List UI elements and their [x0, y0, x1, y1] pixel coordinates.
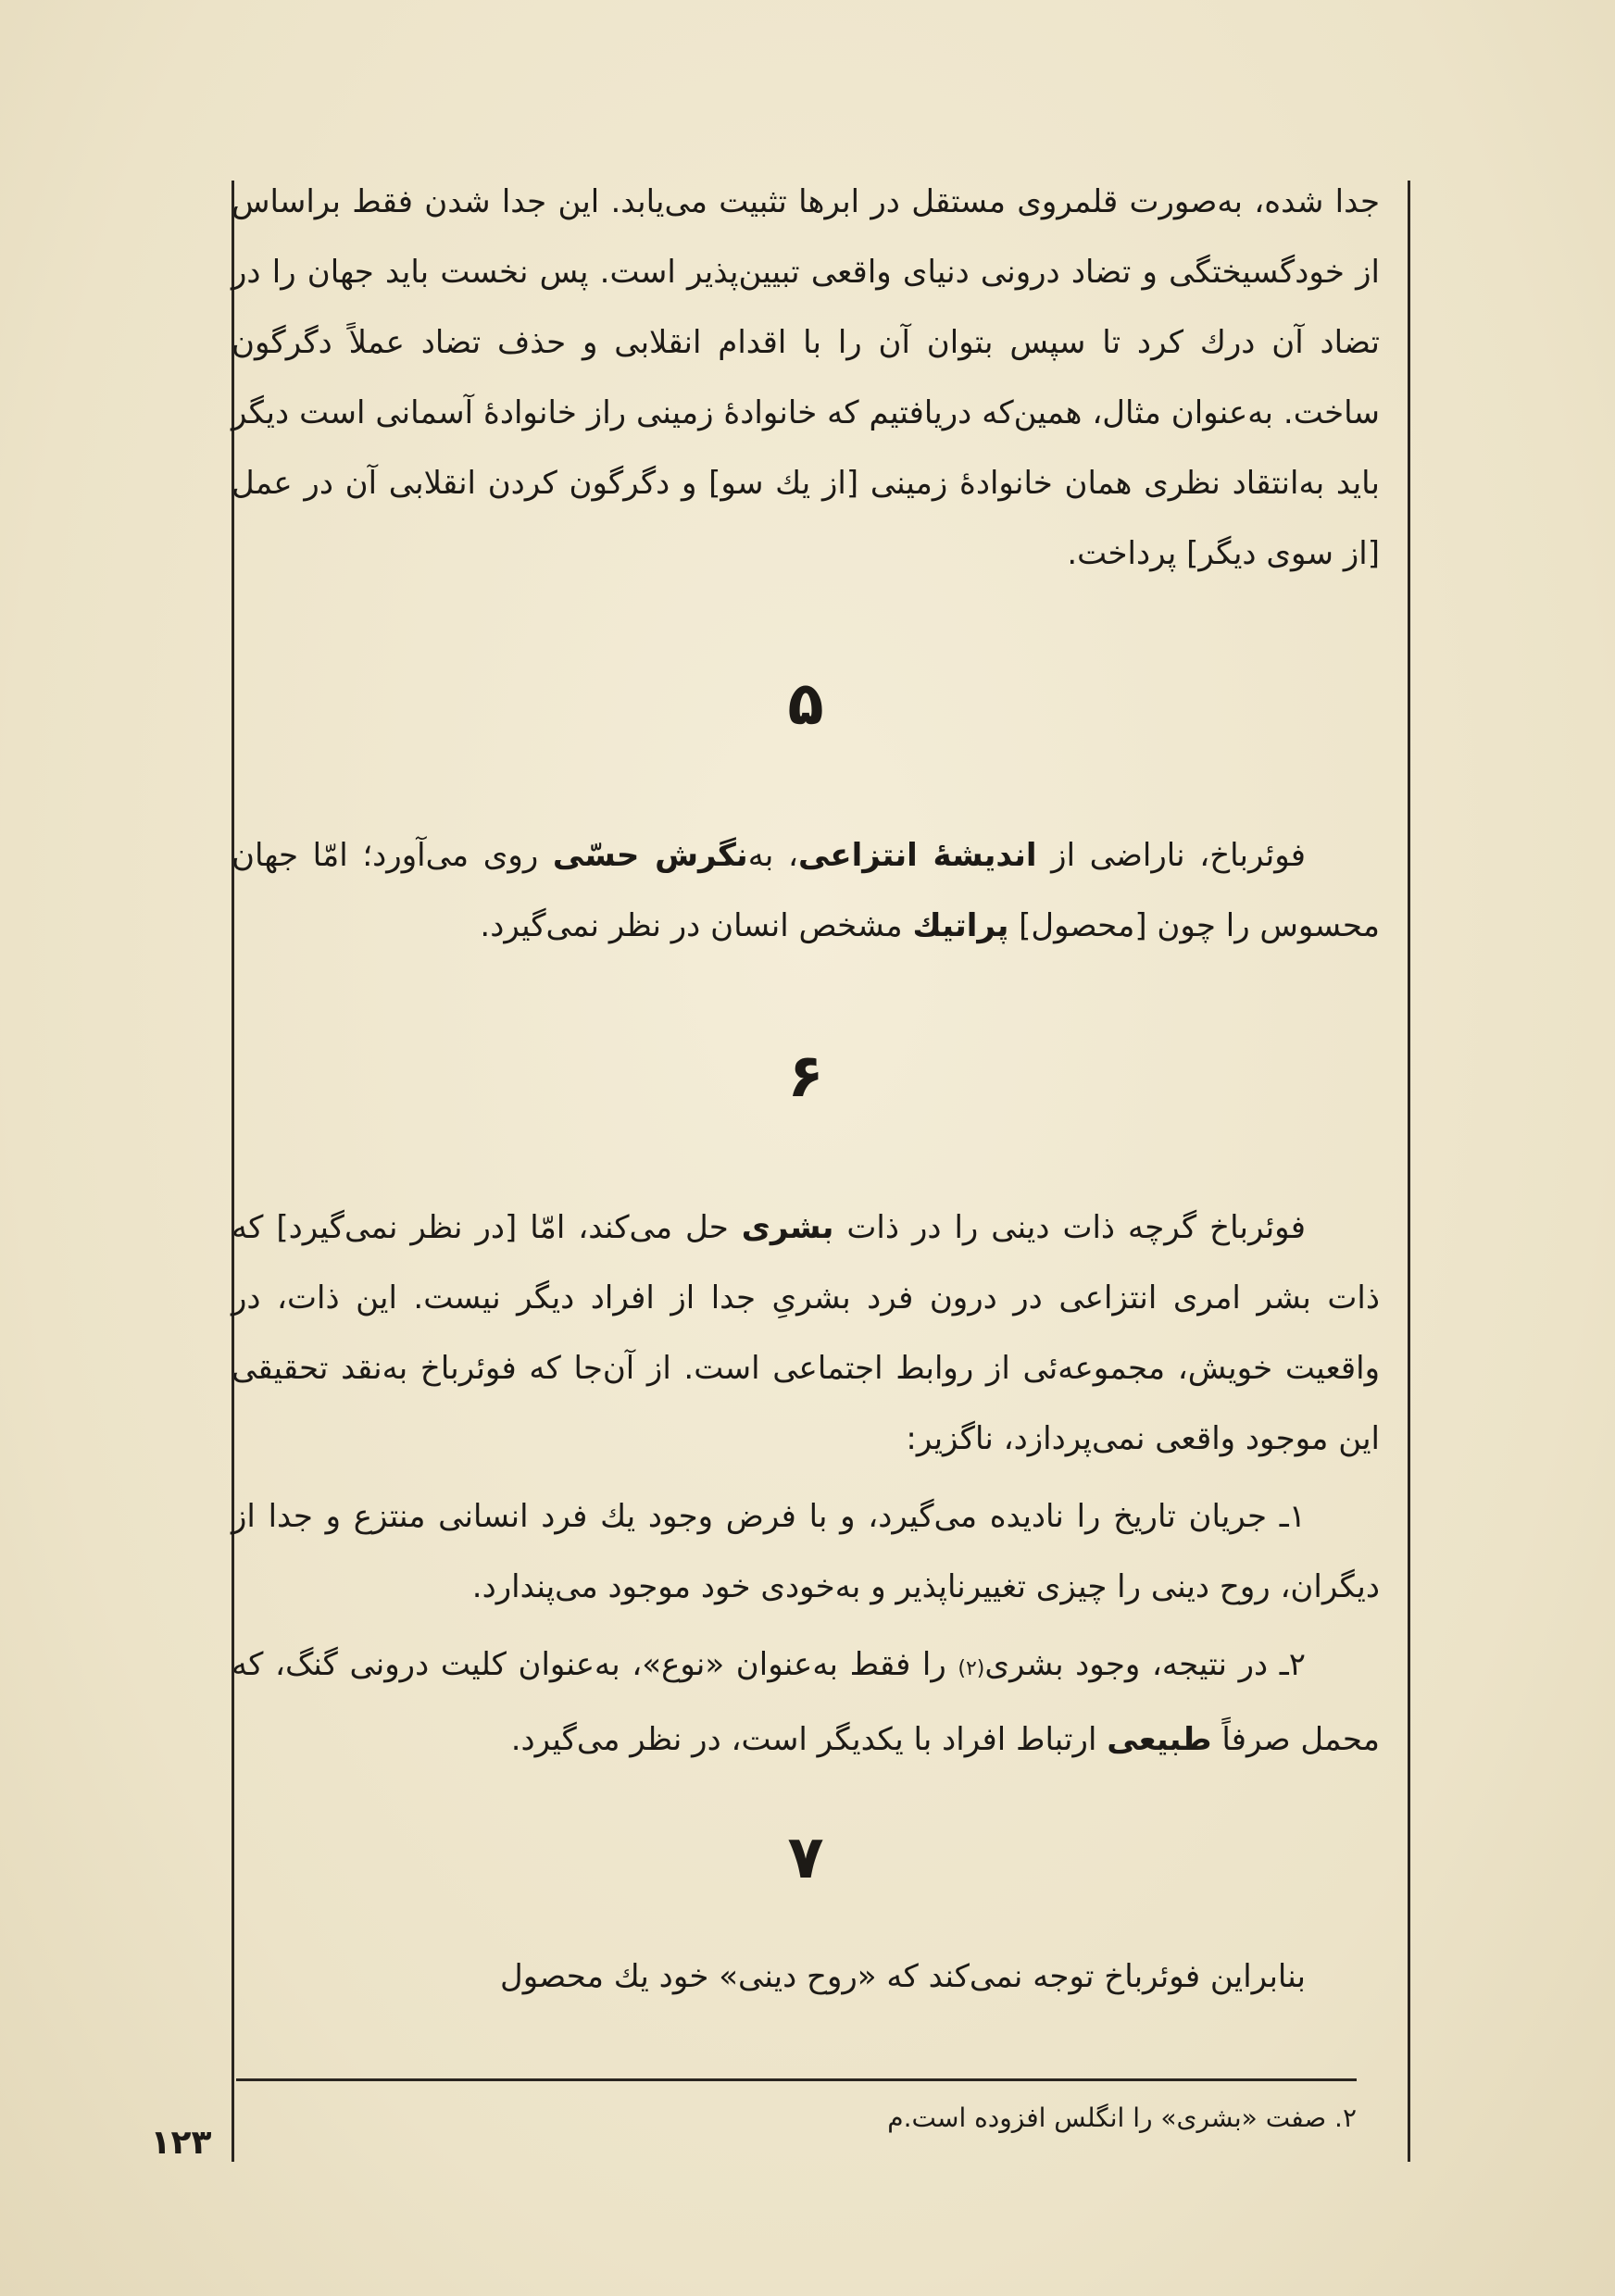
footnote: ۲. صفت «بشری» را انگلس افزوده است.م: [887, 2103, 1357, 2133]
bold-term: پراتیك: [912, 907, 1009, 944]
section-6-paragraph: فوئرباخ گرچه ذات دینی را در ذات بشری حل می‌كند، امّا [در نظر نمی‌گیرد] كه ذات بشر امری انتزاعی در درون فرد بشریِ جدا از افراد دیگر نیست. این ذات، در واقعیت خویش، مجموعه‌ئی از روابط اجتماعی است. از آن‌جا كه فوئرباخ به‌نقد تحقیقی این موجود واقعی نمی‌پردازد، ناگزیر:: [232, 1209, 1380, 1457]
section-7-paragraph: بنابراین فوئرباخ توجه نمی‌كند كه «روح دینی» خود یك محصول: [500, 1958, 1306, 1995]
intro-paragraph: جدا شده، به‌صورت قلمروی مستقل در ابرها تثبیت می‌یابد. این جدا شدن فقط براساس از خودگسیختگی و تضاد درونی دنیای واقعی تبیین‌پذیر است. پس نخست باید جهان را در تضاد آن درك كرد تا سپس بتوان آن را با اقدام انقلابی و حذف تضاد عملاً دگرگون ساخت. به‌عنوان مثال، همین‌كه دریافتیم كه خانوادهٔ زمینی راز خانوادهٔ آسمانی است دیگر باید به‌انتقاد نظری همان خانوادهٔ زمینی [از یك سو] و دگرگون كردن انقلابی آن در عمل [از سوی دیگر] پرداخت.: [232, 183, 1380, 572]
section-number-7: ۷: [787, 1824, 824, 1892]
footnote-divider: [236, 2078, 1357, 2081]
bold-term: طبیعی: [1107, 1721, 1212, 1758]
list-item-2: ۲ـ در نتیجه، وجود بشری(۲) را فقط به‌عنوان «نوع»، به‌عنوان كلیت درونی گنگ، كه محمل صرفاً طبیعی ارتباط افراد با یكدیگر است، در نظر می‌گیرد.: [232, 1646, 1380, 1758]
bold-term: نگرش حسّی: [552, 837, 748, 874]
section-5-paragraph: فوئرباخ، ناراضی از اندیشهٔ انتزاعی، به‌نگرش حسّی روی می‌آورد؛ امّا جهان محسوس را چون [محصول] پراتیك مشخص انسان در نظر نمی‌گیرد.: [232, 837, 1380, 944]
right-margin-rule: [1408, 181, 1410, 2162]
bold-term: بشری: [741, 1209, 834, 1246]
list-item-1: ۱ـ جریان تاریخ را نادیده می‌گیرد، و با فرض وجود یك فرد انسانی منتزع و جدا از دیگران، روح دینی را چیزی تغییرناپذیر و به‌خودی خود موجود می‌پندارد.: [232, 1498, 1380, 1605]
section-number-6: ۶: [787, 1042, 824, 1111]
section-number-5: ۵: [787, 670, 824, 739]
bold-term: اندیشهٔ انتزاعی: [798, 837, 1037, 874]
page-number: ۱۲۳: [150, 2124, 212, 2162]
footnote-marker: (۲): [958, 1657, 985, 1680]
main-text: [232, 167, 1380, 2012]
